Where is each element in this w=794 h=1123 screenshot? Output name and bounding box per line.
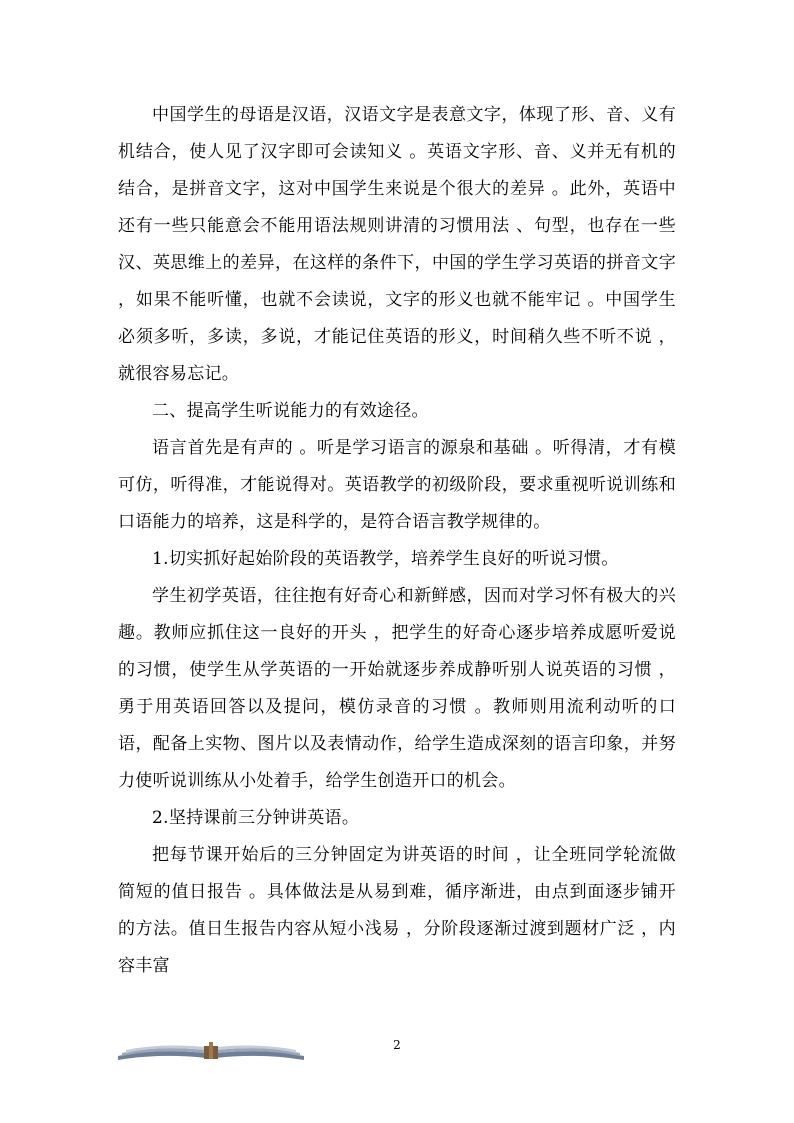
document-body	[118, 97, 676, 985]
page-number: 2	[393, 1038, 401, 1052]
section-heading-two: 二、提高学生听说能力的有效途径。	[152, 401, 429, 421]
paragraph-mother-tongue: 中国学生的母语是汉语，汉语文字是表意文字，体现了形、音、义有机结合，使人见了汉字即可会读知义 。英语文字形、音、义并无有机的结合，是拼音文字，这对中国学生来说是个很大的差异 。此外，英语中还有一些只能意会不能用语法规则讲清的习惯用法 、句型，也存在一些汉、英思维上的差异，在这样的条件下，中国的学生学习英语的拼音文字 ，如果不能听懂，也就不会读说，文字的形义也就不能牢记 。中国学生必须多听，多读，多说，才能记住英语的形义，时间稍久些不听不说 ，就很容易忘记。	[118, 105, 676, 384]
paragraph-beginner-habits: 学生初学英语，往往抱有好奇心和新鲜感，因而对学习怀有极大的兴趣。教师应抓住这一良好的开头 ，把学生的好奇心逐步培养成愿听爱说的习惯，使学生从学英语的一开始就逐步养成静听别人说英语的习惯 ，勇于用英语回答以及提问，模仿录音的习惯 。教师则用流利动听的口语，配备上实物、图片以及表情动作，给学生造成深刻的语言印象，并努力使听说训练从小处着手，给学生创造开口的机会。	[118, 586, 676, 791]
subheading-one: 1.切实抓好起始阶段的英语教学，培养学生良好的听说习惯。	[152, 549, 619, 569]
paragraph-three-minutes: 把每节课开始后的三分钟固定为讲英语的时间 ，让全班同学轮流做简短的值日报告 。具体做法是从易到难，循序渐进，由点到面逐步铺开的方法。值日生报告内容从短小浅易 ，分阶段逐渐过渡到题材广泛 ，内容丰富	[118, 845, 676, 976]
paragraph-listening-foundation: 语言首先是有声的 。听是学习语言的源泉和基础 。听得清，才有模可仿，听得准，才能说得对。英语教学的初级阶段，要求重视听说训练和口语能力的培养，这是科学的，是符合语言教学规律的。	[118, 438, 676, 532]
subheading-two: 2.坚持课前三分钟讲英语。	[152, 808, 360, 828]
